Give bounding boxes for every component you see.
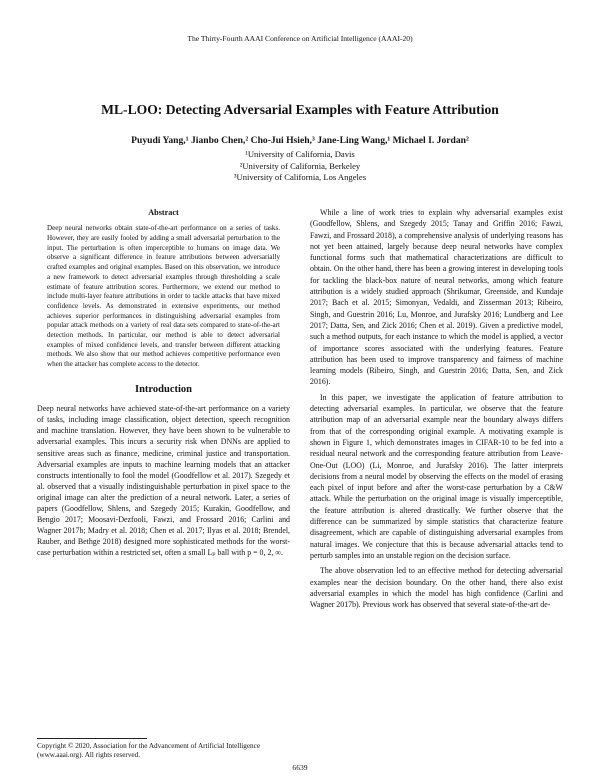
footnote-divider [37,738,147,739]
affiliation-berkeley: ²University of California, Berkeley [239,160,361,171]
copyright-notice: Copyright © 2020, Association for the Advancement of Artificial Intelligence (www.aaai.org). All rights reserved. [37,742,261,759]
right-column [310,207,563,614]
body-paragraph-3: The above observation led to an effective method for detecting adversarial examples near the decision boundary. On the other hand, there also exist adversarial examples in which the model has high confidence (Carlini and Wagner 2017b). Previous work has observed that several state-of-the-art de- [310,566,563,610]
affiliations [0,149,600,184]
abstract-heading: Abstract [148,208,179,217]
affiliation-davis: ¹University of California, Davis [245,149,355,159]
left-column [37,207,290,558]
affiliation-ucla: ³University of California, Los Angeles [233,172,367,182]
abstract-text: Deep neural networks obtain state-of-the-art performance on a series of tasks. However, they are easily fooled by adding a small adversarial perturbation to the input. The perturbation is often imperceptible to humans on image data. We observe a significant difference in feature attributions between adversarially crafted examples and original examples. Based on this observation, we introduce a new framework to detect adversarial examples through thresholding a scale estimate of feature attribution scores. Furthermore, we extend our method to include multi-layer feature attributions in order to tackle attacks that have mixed confidence levels. As demonstrated in extensive experiments, our method achieves superior performances in distinguishing adversarial examples from popular attack methods on a variety of real data sets compared to state-of-the-art detection methods. In particular, our method is able to detect adversarial examples of mixed confidence levels, and transfer between different attacking methods. We also show that our method achieves competitive performance even when the attacker has complete access to the detector. [47,224,280,369]
conference-header: The Thirty-Fourth AAAI Conference on Artificial Intelligence (AAAI-20) [187,34,413,43]
paper-title: ML-LOO: Detecting Adversarial Examples with Feature Attribution [101,102,499,117]
body-paragraph-1: While a line of work tries to explain why adversarial examples exist (Goodfellow, Shlens, and Szegedy 2015; Tanay and Griffin 2016; Fawzi, Fawzi, and Frossard 2018), a comprehensive analysis of underlying reasons has not yet been attained, largely because deep neural networks have complex functional forms such that mathematical characterizations are difficult to obtain. On the other hand, there has been a growing interest in developing tools for tackling the black-box nature of neural networks, among which feature attribution is a widely studied approach (Shrikumar, Greenside, and Kundaje 2017; Bach et al. 2015; Simonyan, Vedaldi, and Zisserman 2013; Ribeiro, Singh, and Guestrin 2016; Lu, Monroe, and Jurafsky 2016; Lundberg and Lee 2017; Datta, Sen, and Zick 2016; Chen et al. 2019). Given a predictive model, such a method outputs, for each instance to which the model is applied, a vector of importance scores associated with the underlying features. Feature attribution has been used to improve transparency and fairness of machine learning models (Ribeiro, Singh, and Guestrin 2016; Datta, Sen, and Zick 2016). [310,208,563,387]
body-paragraph-2: In this paper, we investigate the application of feature attribution to detecting adversarial examples. In particular, we observe that the feature attribution map of an adversarial example near the boundary always differs from that of the corresponding original example. A motivating example is shown in Figure 1, which demonstrates images in CIFAR-10 to be fed into a residual neural network and the corresponding feature attribution from Leave-One-Out (LOO) (Li, Monroe, and Jurafsky 2016). The latter interprets decisions from a neural model by observing the effects on the model of erasing each pixel of input before and after the worst-case perturbation by a C&W attack. While the perturbation on the original image is visually imperceptible, the feature attribution is altered drastically. We further observe that the difference can be summarized by simple statistics that characterize feature disagreement, which are capable of distinguishing adversarial examples from natural images. We conjecture that this is because adversarial attacks tend to perturb samples into an unstable region on the decision surface. [310,392,563,560]
introduction-heading: Introduction [135,383,192,395]
introduction-paragraph: Deep neural networks have achieved state-of-the-art performance on a variety of tasks, including image classification, object detection, speech recognition and machine translation. However, they have been shown to be vulnerable to adversarial examples. This incurs a security risk when DNNs are applied to sensitive areas such as finance, medicine, criminal justice and transportation. Adversarial examples are inputs to machine learning models that an attacker constructs intentionally to fool the model (Goodfellow et al. 2017). Szegedy et al. observed that a visually indistinguishable perturbation in pixel space to the original image can alter the prediction of a neural network. Later, a series of papers (Goodfellow, Shlens, and Szegedy 2015; Kurakin, Goodfellow, and Bengio 2017; Moosavi-Dezfooli, Fawzi, and Frossard 2016; Carlini and Wagner 2017b; Madry et al. 2018; Chen et al. 2017; Ilyas et al. 2018; Brendel, Rauber, and Bethge 2018) designed more sophisticated methods for the worst-case perturbation within a restricted set, often a small Lₚ ball with p = 0, 2, ∞. [37,404,290,558]
author-list: Puyudi Yang,¹ Jianbo Chen,² Cho-Jui Hsieh,³ Jane-Ling Wang,¹ Michael I. Jordan² [131,135,469,146]
page-number: 6639 [292,763,308,772]
